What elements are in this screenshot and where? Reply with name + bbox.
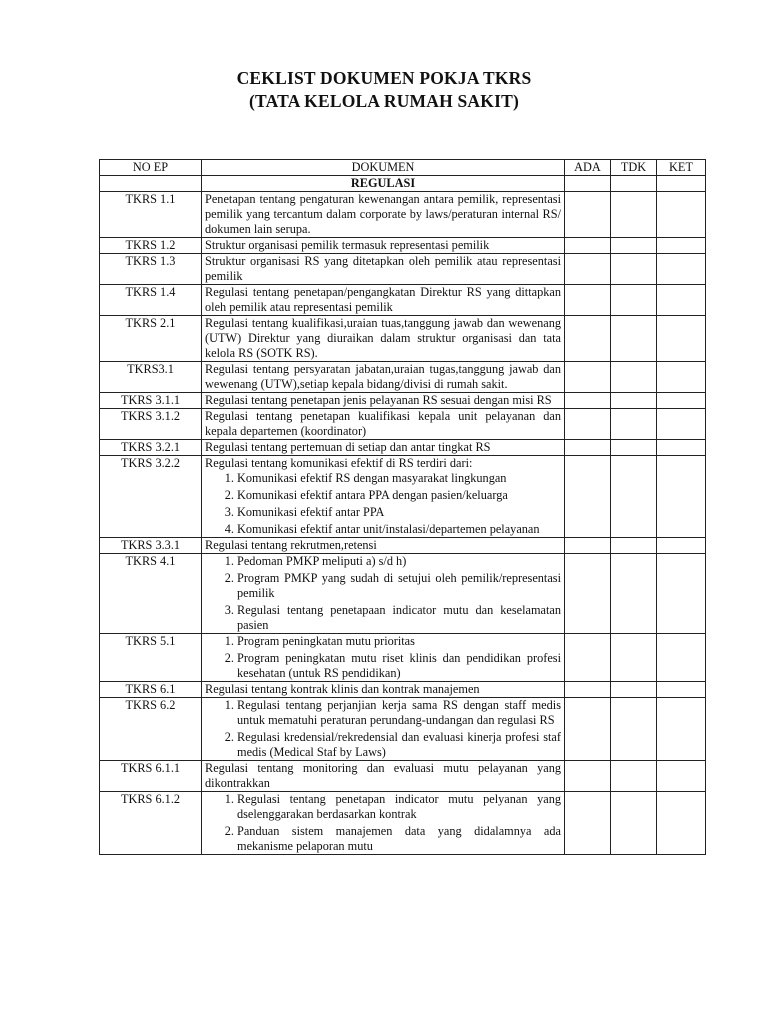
- document-cell: [202, 285, 565, 316]
- ket-cell[interactable]: [657, 409, 706, 440]
- document-text: Struktur organisasi RS yang ditetapkan oleh pemilik atau representasi pemilik: [205, 254, 561, 283]
- ada-cell[interactable]: [565, 192, 611, 238]
- document-text: Regulasi tentang persyaratan jabatan,uraian tugas,tanggung jawab dan wewenang (UTW),setiap kepala bidang/divisi di rumah sakit.: [205, 362, 561, 391]
- tdk-cell[interactable]: [611, 316, 657, 362]
- ada-cell[interactable]: [565, 409, 611, 440]
- tdk-cell[interactable]: [611, 634, 657, 682]
- table-row: [100, 554, 706, 634]
- tdk-cell[interactable]: [611, 362, 657, 393]
- document-text: Penetapan tentang pengaturan kewenangan antara pemilik, representasi pemilik yang tercantum dalam corporate by laws/peraturan internal RS/ dokumen lain serupa.: [205, 192, 561, 236]
- document-cell: [202, 538, 565, 554]
- ada-cell[interactable]: [565, 761, 611, 792]
- tdk-cell[interactable]: [611, 176, 657, 192]
- table-row: [100, 393, 706, 409]
- ket-cell[interactable]: [657, 456, 706, 538]
- header-ada: ADA: [565, 160, 611, 176]
- ep-number: TKRS 1.1: [100, 192, 202, 238]
- document-cell: [202, 682, 565, 698]
- list-item: 3. Regulasi tentang penetapaan indicator mutu dan keselamatan pasien: [237, 603, 561, 633]
- ep-number: TKRS 1.3: [100, 254, 202, 285]
- tdk-cell[interactable]: [611, 440, 657, 456]
- document-text: Regulasi tentang monitoring dan evaluasi mutu pelayanan yang dikontrakkan: [205, 761, 561, 790]
- ada-cell[interactable]: [565, 393, 611, 409]
- list-item: 2. Program PMKP yang sudah di setujui oleh pemilik/representasi pemilik: [237, 571, 561, 601]
- ada-cell[interactable]: [565, 254, 611, 285]
- ket-cell[interactable]: [657, 792, 706, 855]
- tdk-cell[interactable]: [611, 409, 657, 440]
- ep-number: TKRS3.1: [100, 362, 202, 393]
- tdk-cell[interactable]: [611, 698, 657, 761]
- ada-cell[interactable]: [565, 238, 611, 254]
- document-text: Regulasi tentang penetapan/pengangkatan Direktur RS yang dittapkan oleh pemilik atau representasi pemilik: [205, 285, 561, 314]
- document-text: Regulasi tentang rekrutmen,retensi: [205, 538, 377, 552]
- table-row: [100, 634, 706, 682]
- document-list: [205, 698, 561, 760]
- document-list: [205, 554, 561, 633]
- ket-cell[interactable]: [657, 538, 706, 554]
- table-row: [100, 440, 706, 456]
- ada-cell[interactable]: [565, 176, 611, 192]
- ep-number: TKRS 6.2: [100, 698, 202, 761]
- table-row: [100, 761, 706, 792]
- tdk-cell[interactable]: [611, 254, 657, 285]
- list-item: 2. Komunikasi efektif antara PPA dengan pasien/keluarga: [237, 488, 561, 503]
- ada-cell[interactable]: [565, 792, 611, 855]
- ep-number: TKRS 1.4: [100, 285, 202, 316]
- tdk-cell[interactable]: [611, 238, 657, 254]
- header-dokumen: DOKUMEN: [202, 160, 565, 176]
- document-cell: [202, 316, 565, 362]
- table-row: [100, 254, 706, 285]
- document-cell: [202, 362, 565, 393]
- tdk-cell[interactable]: [611, 538, 657, 554]
- ket-cell[interactable]: [657, 634, 706, 682]
- tdk-cell[interactable]: [611, 285, 657, 316]
- table-row: [100, 792, 706, 855]
- header-no-ep: NO EP: [100, 160, 202, 176]
- header-ket: KET: [657, 160, 706, 176]
- ket-cell[interactable]: [657, 362, 706, 393]
- document-text: Regulasi tentang penetapan kualifikasi kepala unit pelayanan dan kepala departemen (koordinator): [205, 409, 561, 438]
- document-text: Regulasi tentang penetapan jenis pelayanan RS sesuai dengan misi RS: [205, 393, 552, 407]
- document-text: Regulasi tentang kontrak klinis dan kontrak manajemen: [205, 682, 480, 696]
- document-title: CEKLIST DOKUMEN POKJA TKRS: [236, 68, 532, 88]
- ada-cell[interactable]: [565, 316, 611, 362]
- ep-number: TKRS 3.2.1: [100, 440, 202, 456]
- ket-cell[interactable]: [657, 285, 706, 316]
- table-row: [100, 409, 706, 440]
- ket-cell[interactable]: [657, 554, 706, 634]
- document-list: [205, 471, 561, 537]
- section-empty-cell: [100, 176, 202, 192]
- tdk-cell[interactable]: [611, 456, 657, 538]
- ep-number: TKRS 3.3.1: [100, 538, 202, 554]
- header-tdk: TDK: [611, 160, 657, 176]
- tdk-cell[interactable]: [611, 192, 657, 238]
- tdk-cell[interactable]: [611, 792, 657, 855]
- document-list: [205, 634, 561, 681]
- ep-number: TKRS 6.1: [100, 682, 202, 698]
- header-row: [100, 160, 706, 176]
- ket-cell[interactable]: [657, 440, 706, 456]
- table-row: [100, 362, 706, 393]
- list-item: 2. Program peningkatan mutu riset klinis dan pendidikan profesi kesehatan (untuk RS pendidikan): [237, 651, 561, 681]
- document-text: Regulasi tentang komunikasi efektif di RS terdiri dari:: [205, 456, 473, 470]
- ada-cell[interactable]: [565, 440, 611, 456]
- tdk-cell[interactable]: [611, 761, 657, 792]
- document-list: [205, 792, 561, 854]
- list-item: 1. Pedoman PMKP meliputi a) s/d h): [237, 554, 561, 569]
- table-row: [100, 238, 706, 254]
- list-item: 2. Regulasi kredensial/rekredensial dan evaluasi kinerja profesi staf medis (Medical Staf by Laws): [237, 730, 561, 760]
- ep-number: TKRS 4.1: [100, 554, 202, 634]
- ada-cell[interactable]: [565, 285, 611, 316]
- ep-number: TKRS 3.2.2: [100, 456, 202, 538]
- document-text: Regulasi tentang pertemuan di setiap dan antar tingkat RS: [205, 440, 491, 454]
- document-cell: [202, 761, 565, 792]
- table-row: [100, 682, 706, 698]
- ket-cell[interactable]: [657, 682, 706, 698]
- tdk-cell[interactable]: [611, 554, 657, 634]
- table-row: [100, 285, 706, 316]
- ada-cell[interactable]: [565, 538, 611, 554]
- ket-cell[interactable]: [657, 176, 706, 192]
- ket-cell[interactable]: [657, 761, 706, 792]
- document-cell: [202, 409, 565, 440]
- document-cell: [202, 698, 565, 761]
- list-item: 3. Komunikasi efektif antar PPA: [237, 505, 561, 520]
- ket-cell[interactable]: [657, 393, 706, 409]
- section-label: REGULASI: [202, 176, 565, 192]
- ep-number: TKRS 1.2: [100, 238, 202, 254]
- checklist-table: [99, 159, 706, 855]
- document-text: Regulasi tentang kualifikasi,uraian tuas,tanggung jawab dan wewenang (UTW) Direktur yang diuraikan dalam struktur organisasi dan tata kelola RS (SOTK RS).: [205, 316, 561, 360]
- ket-cell[interactable]: [657, 192, 706, 238]
- table-row: [100, 192, 706, 238]
- list-item: 4. Komunikasi efektif antar unit/instalasi/departemen pelayanan: [237, 522, 561, 537]
- document-cell: [202, 792, 565, 855]
- document-cell: [202, 440, 565, 456]
- ket-cell[interactable]: [657, 698, 706, 761]
- ada-cell[interactable]: [565, 456, 611, 538]
- list-item: 1. Regulasi tentang perjanjian kerja sama RS dengan staff medis untuk mematuhi peraturan perundang-undangan dan regulasi RS: [237, 698, 561, 728]
- tdk-cell[interactable]: [611, 682, 657, 698]
- ket-cell[interactable]: [657, 238, 706, 254]
- ada-cell[interactable]: [565, 554, 611, 634]
- ep-number: TKRS 6.1.1: [100, 761, 202, 792]
- table-row: [100, 698, 706, 761]
- document-cell: [202, 456, 565, 538]
- ep-number: TKRS 2.1: [100, 316, 202, 362]
- list-item: 1. Komunikasi efektif RS dengan masyarakat lingkungan: [237, 471, 561, 486]
- document-cell: [202, 393, 565, 409]
- ep-number: TKRS 3.1.2: [100, 409, 202, 440]
- ep-number: TKRS 3.1.1: [100, 393, 202, 409]
- ada-cell[interactable]: [565, 634, 611, 682]
- ket-cell[interactable]: [657, 316, 706, 362]
- list-item: 2. Panduan sistem manajemen data yang didalamnya ada mekanisme pelaporan mutu: [237, 824, 561, 854]
- tdk-cell[interactable]: [611, 393, 657, 409]
- list-item: 1. Regulasi tentang penetapan indicator mutu pelyanan yang dselenggarakan berdasarkan kontrak: [237, 792, 561, 822]
- table-row: [100, 538, 706, 554]
- document-cell: [202, 634, 565, 682]
- list-item: 1. Program peningkatan mutu prioritas: [237, 634, 561, 649]
- table-row: [100, 316, 706, 362]
- ep-number: TKRS 6.1.2: [100, 792, 202, 855]
- ket-cell[interactable]: [657, 254, 706, 285]
- ada-cell[interactable]: [565, 362, 611, 393]
- document-cell: [202, 254, 565, 285]
- table-row: [100, 456, 706, 538]
- document-text: Struktur organisasi pemilik termasuk representasi pemilik: [205, 238, 490, 252]
- document-cell: [202, 554, 565, 634]
- document-cell: [202, 192, 565, 238]
- ada-cell[interactable]: [565, 682, 611, 698]
- document-subtitle: (TATA KELOLA RUMAH SAKIT): [249, 91, 519, 111]
- document-cell: [202, 238, 565, 254]
- ep-number: TKRS 5.1: [100, 634, 202, 682]
- ada-cell[interactable]: [565, 698, 611, 761]
- section-row: [100, 176, 706, 192]
